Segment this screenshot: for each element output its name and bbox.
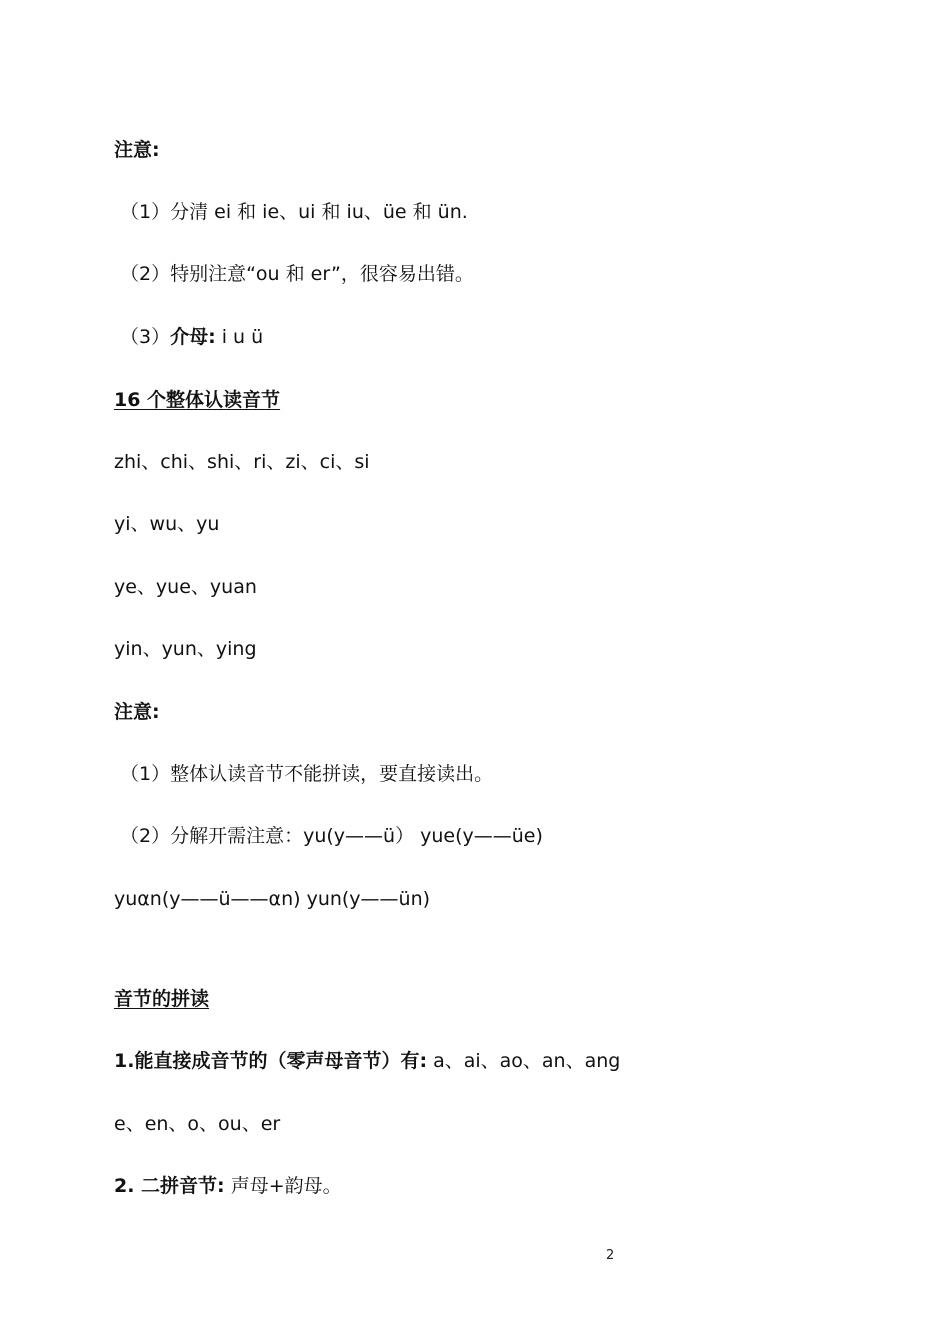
section-heading-whole-syllables: 16 个整体认读音节 (114, 389, 281, 411)
spelling-item-2-bold: 2. 二拼音节: (114, 1175, 225, 1197)
note-item-3 (120, 325, 263, 349)
spelling-item-1-rest: a、ai、ao、an、ang (427, 1050, 621, 1072)
note-item-3-bold: 介母: (170, 326, 216, 348)
spelling-item-2 (114, 1174, 342, 1198)
syllable-note-2: （2）分解开需注意：yu(y——ü） yue(y——üe) (120, 825, 543, 847)
syllable-note-1: （1）整体认读音节不能拼读，要直接读出。 (120, 763, 494, 785)
note-item-3-prefix: （3） (120, 326, 171, 348)
syllable-note-3: yuαn(y——ü——αn) yun(y——ün) (114, 888, 431, 910)
note-label-1: 注意: (114, 139, 160, 161)
spelling-item-1-bold: 1.能直接成音节的（零声母音节）有: (114, 1050, 428, 1072)
note-item-2: （2）特别注意“ou 和 er”，很容易出错。 (120, 263, 474, 285)
section-heading-spelling: 音节的拼读 (114, 988, 210, 1010)
page-number: 2 (606, 1248, 615, 1263)
note-label-2: 注意: (114, 701, 160, 723)
note-item-1: （1）分清 ei 和 ie、ui 和 iu、üe 和 ün. (120, 201, 468, 223)
syllable-row-3: ye、yue、yuan (114, 576, 257, 598)
syllable-row-1: zhi、chi、shi、ri、zi、ci、si (114, 451, 370, 473)
spelling-item-1-continued: e、en、o、ou、er (114, 1113, 281, 1135)
syllable-row-4: yin、yun、ying (114, 638, 257, 660)
note-item-3-rest: i u ü (215, 326, 264, 348)
syllable-row-2: yi、wu、yu (114, 513, 220, 535)
spelling-item-2-rest: 声母+韵母。 (224, 1175, 342, 1197)
spelling-item-1 (114, 1049, 620, 1073)
